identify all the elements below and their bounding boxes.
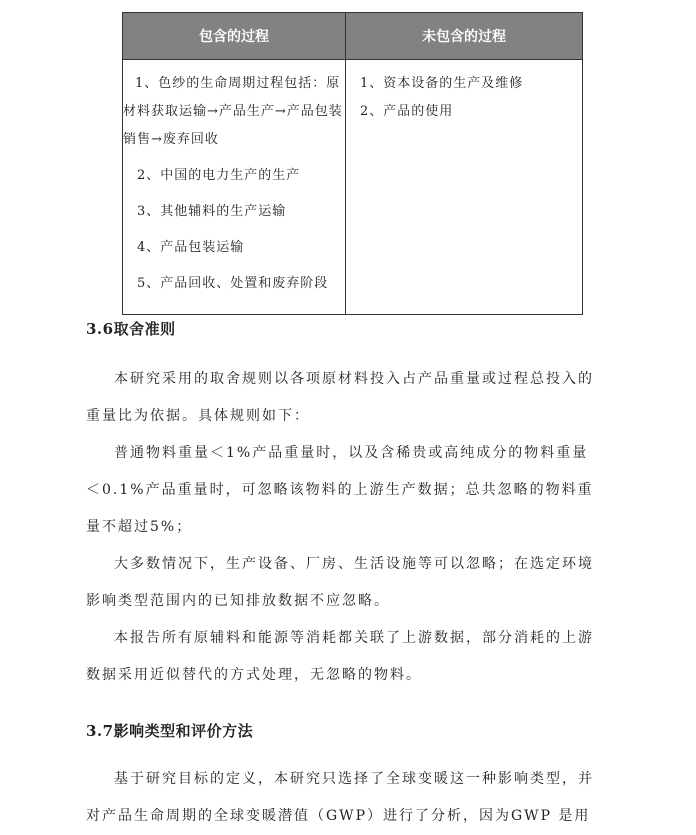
table-body-row <box>123 60 583 315</box>
included-item: 3、其他辅料的生产运输 <box>137 204 287 219</box>
paragraph: 本研究采用的取舍规则以各项原材料投入占产品重量或过程总投入的重量比为依据。具体规则如下： <box>86 371 594 424</box>
table-header-row <box>123 13 583 60</box>
included-item: 2、中国的电力生产的生产 <box>137 168 301 183</box>
section-heading-3-6: 3.6取舍准则 <box>86 320 176 338</box>
included-item: 5、产品回收、处置和废弃阶段 <box>137 276 329 291</box>
section-heading-3-7: 3.7影响类型和评价方法 <box>86 722 254 740</box>
header-excluded: 未包含的过程 <box>346 13 583 60</box>
process-scope-table <box>122 12 583 315</box>
paragraph: 本报告所有原辅料和能源等消耗都关联了上游数据，部分消耗的上游数据采用近似替代的方式处理，无忽略的物料。 <box>86 630 594 683</box>
included-cell <box>123 60 346 315</box>
included-item: 4、产品包装运输 <box>137 240 245 255</box>
excluded-cell <box>346 60 583 315</box>
paragraph: 基于研究目标的定义，本研究只选择了全球变暖这一种影响类型，并对产品生命周期的全球变暖潜值（GWP）进行了分析，因为GWP 是用 <box>86 771 594 824</box>
excluded-item: 1、资本设备的生产及维修 <box>360 76 524 91</box>
excluded-item: 2、产品的使用 <box>360 104 454 119</box>
included-item: 1、色纱的生命周期过程包括：原材料获取运输→产品生产→产品包装销售→废弃回收 <box>123 76 343 147</box>
paragraph: 大多数情况下，生产设备、厂房、生活设施等可以忽略；在选定环境影响类型范围内的已知排放数据不应忽略。 <box>86 556 594 609</box>
header-included: 包含的过程 <box>123 13 346 60</box>
paragraph: 普通物料重量＜1%产品重量时，以及含稀贵或高纯成分的物料重量＜0.1%产品重量时，可忽略该物料的上游生产数据；总共忽略的物料重量不超过5%； <box>86 445 594 535</box>
